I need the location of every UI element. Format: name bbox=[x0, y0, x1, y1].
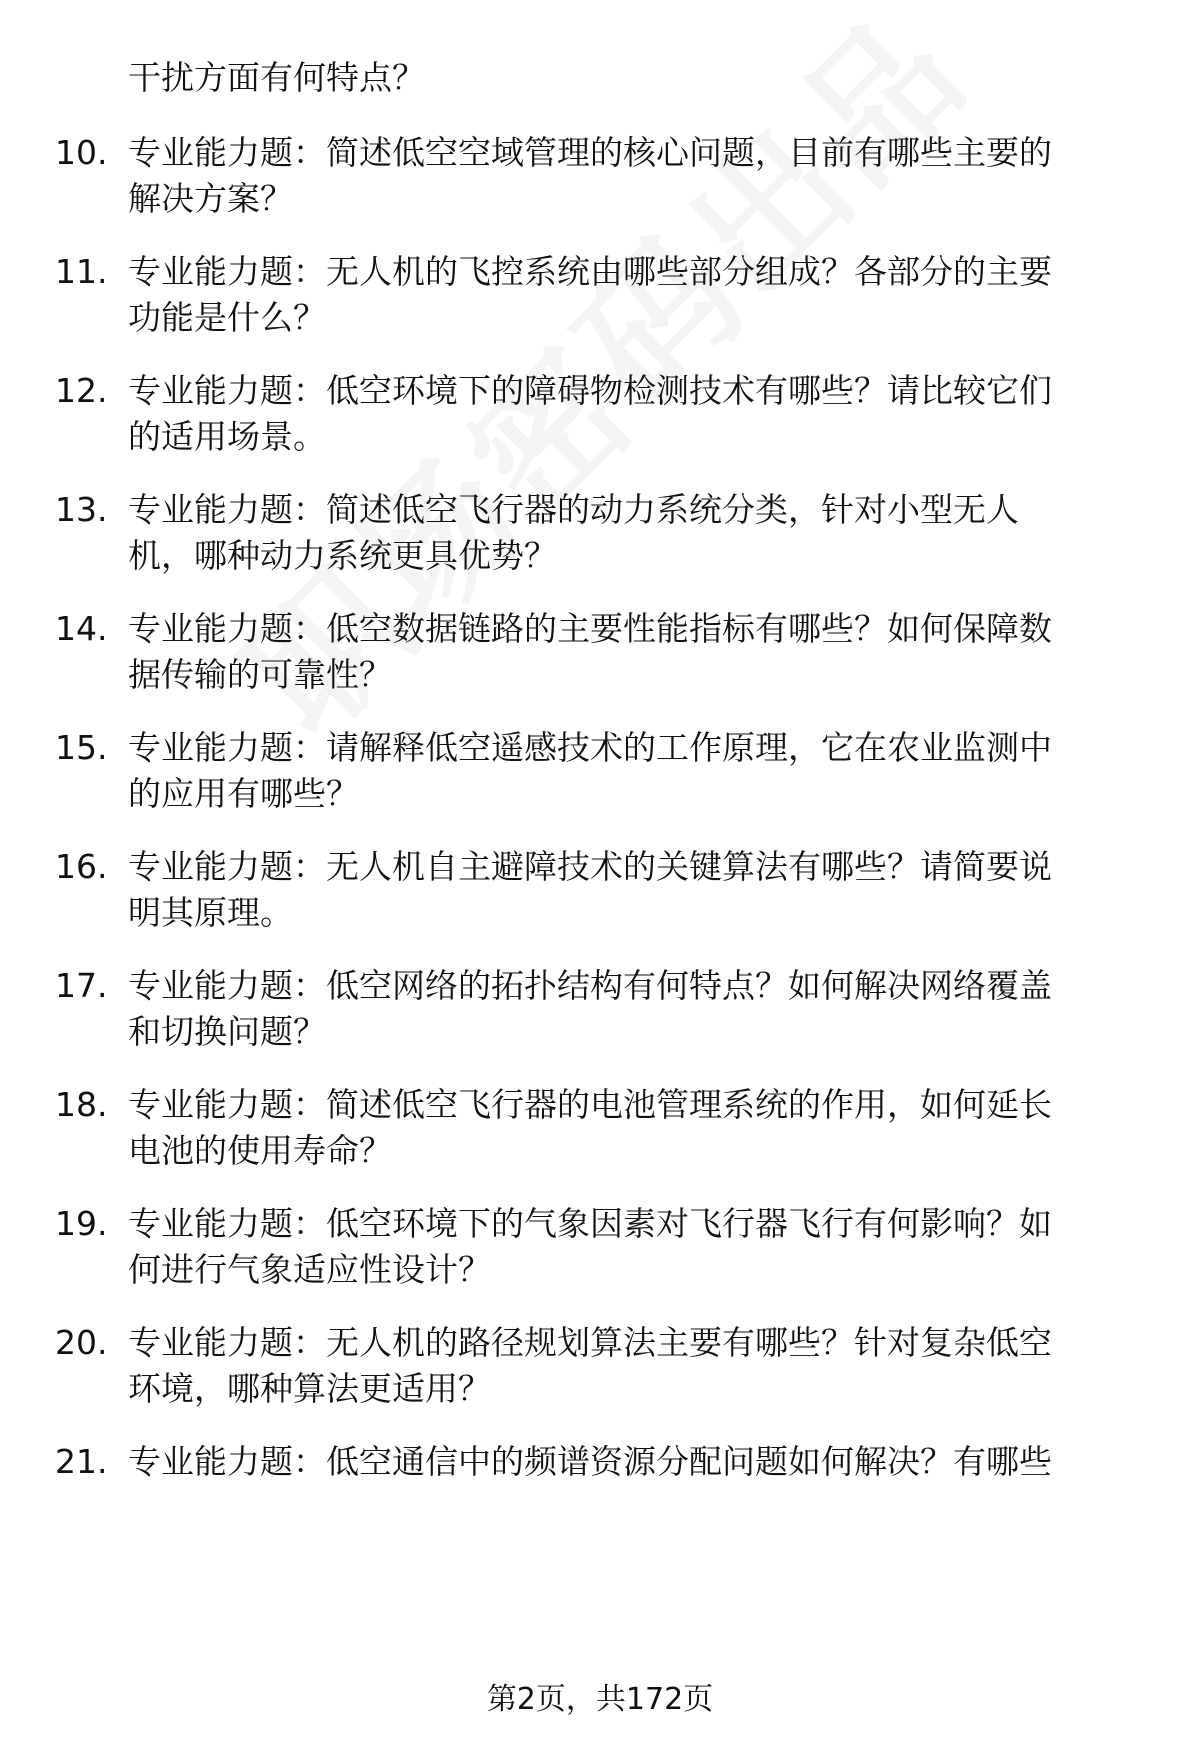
question-number: 18. bbox=[55, 1085, 108, 1124]
question-number: 10. bbox=[55, 133, 108, 172]
question-text-line2: 何进行气象适应性设计？ bbox=[128, 1250, 491, 1289]
question-item-20 bbox=[0, 1320, 1200, 1420]
question-text-line2: 的适用场景。 bbox=[128, 417, 326, 456]
question-number: 20. bbox=[55, 1323, 108, 1362]
question-text-line2: 的应用有哪些？ bbox=[128, 774, 359, 813]
question-text-line1: 专业能力题：简述低空空域管理的核心问题，目前有哪些主要的 bbox=[128, 133, 1052, 172]
page-footer: 第2页，共172页 bbox=[486, 1682, 714, 1717]
question-text-line2: 机，哪种动力系统更具优势？ bbox=[128, 536, 557, 575]
question-number: 12. bbox=[55, 371, 108, 410]
question-text-line2: 功能是什么？ bbox=[128, 298, 326, 337]
question-number: 16. bbox=[55, 847, 108, 886]
question-text-line1: 专业能力题：低空网络的拓扑结构有何特点？如何解决网络覆盖 bbox=[128, 966, 1052, 1005]
question-text-line1: 专业能力题：简述低空飞行器的动力系统分类，针对小型无人 bbox=[128, 490, 1019, 529]
question-item-11 bbox=[0, 249, 1200, 349]
question-text-line1: 专业能力题：简述低空飞行器的电池管理系统的作用，如何延长 bbox=[128, 1085, 1052, 1124]
question-item-18 bbox=[0, 1082, 1200, 1182]
question-number: 21. bbox=[55, 1442, 108, 1481]
question-number: 17. bbox=[55, 966, 108, 1005]
continuation-line: 干扰方面有何特点？ bbox=[128, 58, 425, 97]
question-text-line1: 专业能力题：低空环境下的气象因素对飞行器飞行有何影响？如 bbox=[128, 1204, 1052, 1243]
question-text-line2: 解决方案？ bbox=[128, 179, 293, 218]
question-text-line1: 专业能力题：低空数据链路的主要性能指标有哪些？如何保障数 bbox=[128, 609, 1052, 648]
question-text-line2: 明其原理。 bbox=[128, 893, 293, 932]
question-item-10 bbox=[0, 130, 1200, 230]
question-text-line1: 专业能力题：无人机自主避障技术的关键算法有哪些？请简要说 bbox=[128, 847, 1052, 886]
question-text-line1: 专业能力题：无人机的飞控系统由哪些部分组成？各部分的主要 bbox=[128, 252, 1052, 291]
question-text-line1: 专业能力题：请解释低空遥感技术的工作原理，它在农业监测中 bbox=[128, 728, 1052, 767]
question-text-line2: 电池的使用寿命？ bbox=[128, 1131, 392, 1170]
question-text-line2: 据传输的可靠性？ bbox=[128, 655, 392, 694]
question-item-12 bbox=[0, 368, 1200, 468]
question-text-line1: 专业能力题：低空通信中的频谱资源分配问题如何解决？有哪些 bbox=[128, 1442, 1052, 1481]
question-text-line1: 专业能力题：无人机的路径规划算法主要有哪些？针对复杂低空 bbox=[128, 1323, 1052, 1362]
question-item-17 bbox=[0, 963, 1200, 1063]
question-item-14 bbox=[0, 606, 1200, 706]
question-text-line2: 环境，哪种算法更适用？ bbox=[128, 1369, 491, 1408]
question-number: 19. bbox=[55, 1204, 108, 1243]
question-item-21 bbox=[0, 1439, 1200, 1539]
question-number: 11. bbox=[55, 252, 108, 291]
question-item-15 bbox=[0, 725, 1200, 825]
question-text-line2: 和切换问题？ bbox=[128, 1012, 326, 1051]
question-item-13 bbox=[0, 487, 1200, 587]
question-item-16 bbox=[0, 844, 1200, 944]
question-number: 14. bbox=[55, 609, 108, 648]
question-text-line1: 专业能力题：低空环境下的障碍物检测技术有哪些？请比较它们 bbox=[128, 371, 1052, 410]
question-number: 15. bbox=[55, 728, 108, 767]
question-number: 13. bbox=[55, 490, 108, 529]
question-item-19 bbox=[0, 1201, 1200, 1301]
